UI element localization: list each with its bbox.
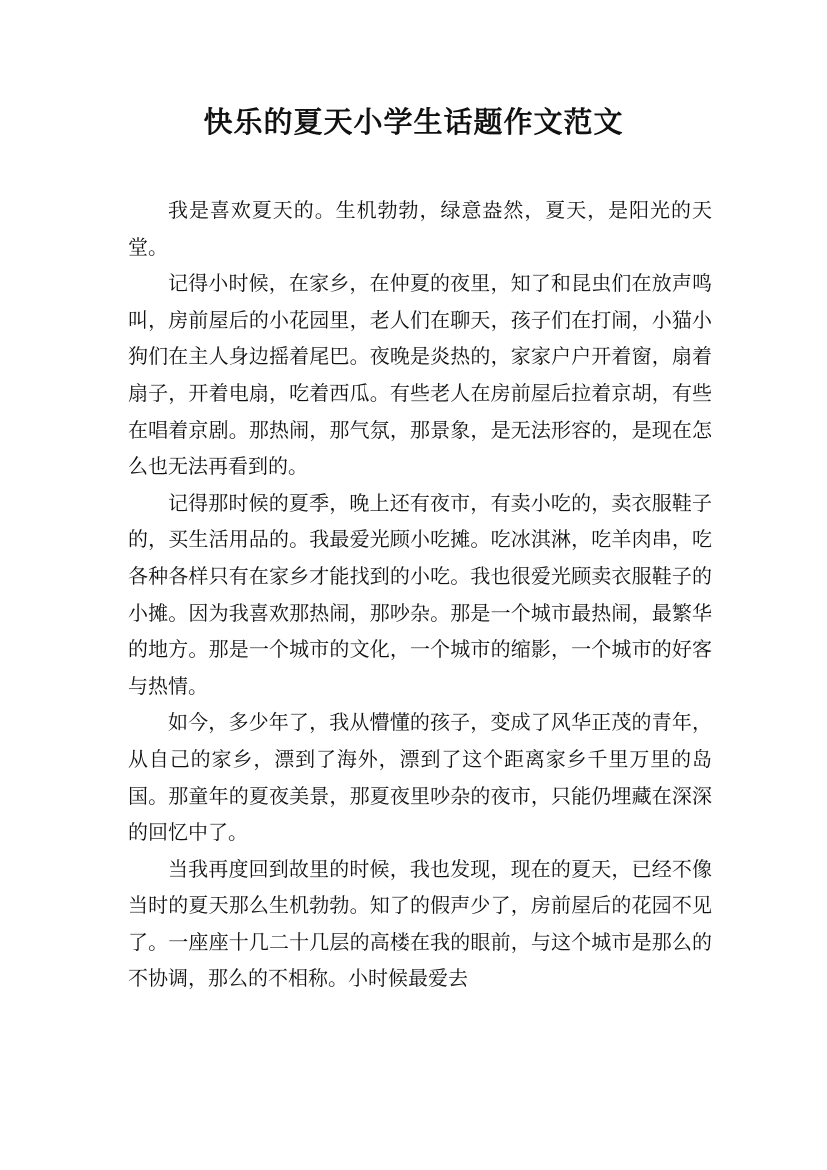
paragraph-3: 记得那时候的夏季，晚上还有夜市，有卖小吃的，卖衣服鞋子的，买生活用品的。我最爱光顾小吃摊。吃冰淇淋，吃羊肉串，吃各种各样只有在家乡才能找到的小吃。我也很爱光顾卖衣服鞋子的小摊。因为我喜欢那热闹，那吵杂。那是一个城市最热闹，最繁华的地方。那是一个城市的文化，一个城市的缩影，一个城市的好客与热情。 <box>128 490 712 698</box>
paragraph-4: 如今，多少年了，我从懵懂的孩子，变成了风华正茂的青年，从自己的家乡，漂到了海外，漂到了这个距离家乡千里万里的岛国。那童年的夏夜美景，那夏夜里吵杂的夜市，只能仍埋藏在深深的回忆中了。 <box>128 710 712 845</box>
paragraph-2: 记得小时候，在家乡，在仲夏的夜里，知了和昆虫们在放声鸣叫，房前屋后的小花园里，老人们在聊天，孩子们在打闹，小猫小狗们在主人身边摇着尾巴。夜晚是炎热的，家家户户开着窗，扇着扇子，开着电扇，吃着西瓜。有些老人在房前屋后拉着京胡，有些在唱着京剧。那热闹，那气氛，那景象，是无法形容的，是现在怎么也无法再看到的。 <box>128 271 712 479</box>
paragraph-1: 我是喜欢夏天的。生机勃勃，绿意盎然，夏天，是阳光的天堂。 <box>128 198 712 259</box>
document-body <box>128 192 712 997</box>
paragraph-5: 当我再度回到故里的时候，我也发现，现在的夏天，已经不像当时的夏天那么生机勃勃。知了的假声少了，房前屋后的花园不见了。一座座十几二十几层的高楼在我的眼前，与这个城市是那么的不协调，那么的不相称。小时候最爱去 <box>128 856 712 991</box>
document-title: 快乐的夏天小学生话题作文范文 <box>203 105 624 139</box>
